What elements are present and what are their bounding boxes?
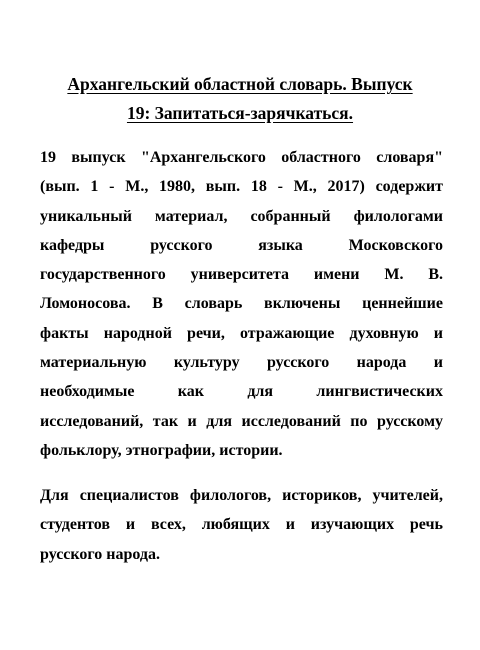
paragraph-line: фольклору, этнографии, истории. [40,441,283,459]
paragraph-line: русского народа. [40,545,161,563]
title-line: 19: Запитаться-зарячкаться. [126,103,354,123]
paragraph-line: государственного университета имени М. В. [40,266,443,284]
paragraph-line: (вып. 1 - М., 1980, вып. 18 - М., 2017) содержит [40,178,443,196]
paragraph-line: исследований, так и для исследований по русскому [40,412,443,430]
paragraph-line: необходимые как для лингвистических [40,383,443,401]
paragraph-line: материальную культуру русского народа и [40,354,443,372]
paragraph-line: Для специалистов филологов, историков, учителей, [40,487,443,504]
description-paragraph [40,143,443,465]
document-title [38,70,442,128]
paragraph-line: 19 выпуск "Архангельского областного словаря" [40,149,443,166]
paragraph-line: Ломоносова. В словарь включены ценнейшие [40,295,443,313]
paragraph-line: кафедры русского языка Московского [40,236,443,254]
paragraph-line: студентов и всех, любящих и изучающих речь [40,516,443,534]
paragraph-line: факты народной речи, отражающие духовную и [40,324,443,342]
paragraph-line: уникальный материал, собранный филологами [40,207,443,225]
title-line: Архангельский областной словарь. Выпуск [67,74,413,94]
audience-paragraph [40,481,443,569]
